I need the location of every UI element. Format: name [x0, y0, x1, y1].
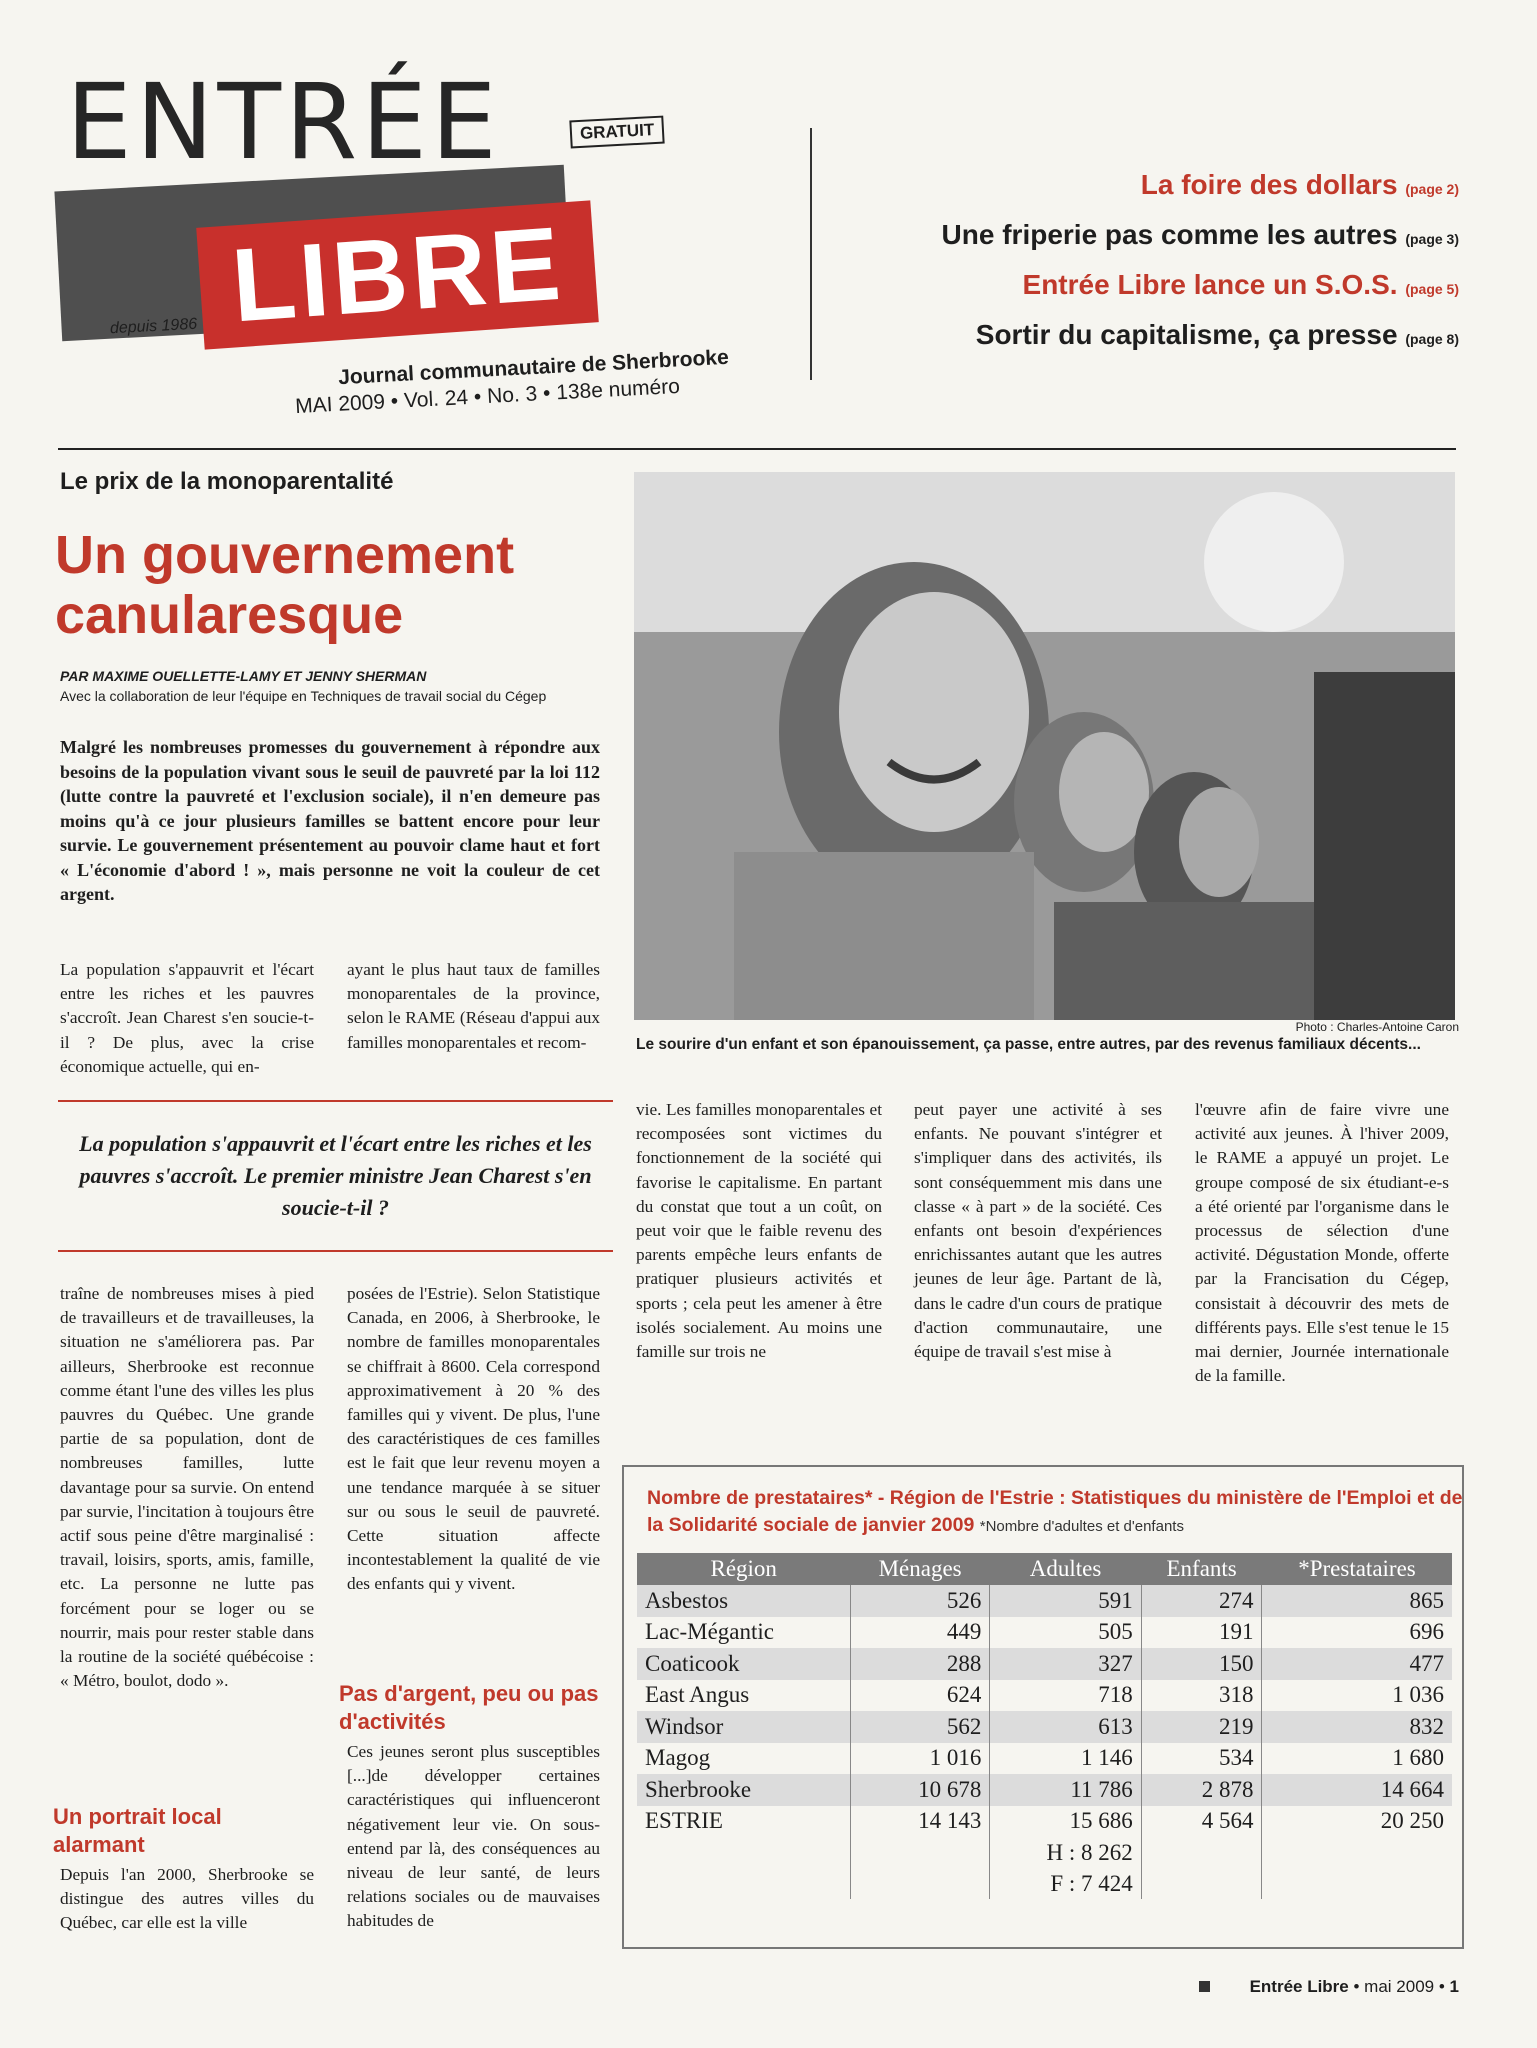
column-4: peut payer une activité à ses enfants. Ne pouvant s'intégrer et s'impliquer dans des activités, ils sont conséquemment mis dans une classe « à part » de la société. Ces enfants ont besoin d'expériences enrichissantes autant que les autres jeunes de leur âge. Partant de là, dans le cadre d'un cours de pratique d'action communautaire, une équipe de travail s'est mise à — [914, 1100, 1162, 1362]
teaser-item[interactable]: Entrée Libre lance un S.O.S. (page 5) — [1022, 269, 1459, 300]
table-row — [637, 1837, 1452, 1899]
stats-note: *Nombre d'adultes et d'enfants — [979, 1518, 1184, 1535]
page-footer: Entrée Libre • mai 2009 • 1 — [1199, 1977, 1459, 1997]
column-header: *Prestataires — [1262, 1553, 1452, 1585]
photo-children-illustration — [634, 472, 1455, 1020]
teaser-list — [942, 162, 1459, 362]
table-row: East Angus 624 718 318 1 036 — [637, 1680, 1452, 1712]
article-headline: Un gouvernement canularesque — [55, 525, 515, 645]
table-row: ESTRIE 14 143 15 686 4 564 20 250 — [637, 1806, 1452, 1838]
column-2-end: Ces jeunes seront plus susceptibles [...]de développer certaines caractéristiques qui influenceront négativement leur vie. On sous-entend par là, des conséquences au niveau de leur santé, de leurs relations sociales ou de mauvaises habitudes de — [347, 1742, 600, 1931]
stats-table — [637, 1553, 1452, 1899]
gratuit-stamp: GRATUIT — [569, 116, 665, 149]
table-header-row — [637, 1553, 1452, 1585]
subhead-activites: Pas d'argent, peu ou pas d'activités — [339, 1681, 599, 1734]
teaser-item[interactable]: La foire des dollars (page 2) — [1140, 169, 1459, 200]
masthead-title-top: ENTRÉE — [66, 61, 501, 183]
teaser-item[interactable]: Sortir du capitalisme, ça presse (page 8) — [975, 319, 1459, 350]
subhead-portrait: Un portrait local alarmant — [53, 1804, 222, 1857]
footer-square-icon — [1199, 1981, 1210, 1992]
teaser-item[interactable]: Une friperie pas comme les autres (page 3) — [941, 219, 1459, 250]
article-collab: Avec la collaboration de leur l'équipe en Techniques de travail social du Cégep — [60, 688, 547, 704]
estrie-hf: H : 8 262 F : 7 424 — [990, 1837, 1141, 1899]
article-photo — [634, 472, 1455, 1020]
column-5: l'œuvre afin de faire vivre une activité aux jeunes. À l'hiver 2009, le RAME a appuyé un projet. Le groupe composé de six étudiant-e-s a été orienté par l'organisme dans le processus de sélection d'une activité. Dégustation Monde, offerte par la Francisation du Cégep, consistait à découvrir des mets de différents pays. Elle s'est tenue le 15 mai dernier, Journée internationale de la famille. — [1195, 1100, 1449, 1386]
pullquote: La population s'appauvrit et l'écart entre les riches et les pauvres s'accroît. Le premier ministre Jean Charest s'en soucie-t-il ? — [79, 1131, 592, 1220]
column-2-top: ayant le plus haut taux de familles monoparentales de la province, selon le RAME (Réseau d'appui aux familles monoparentales et recom- — [347, 960, 600, 1052]
column-2-bottom: posées de l'Estrie). Selon Statistique Canada, en 2006, à Sherbrooke, le nombre de familles monoparentales se chiffrait à 8600. Cela correspond approximativement à 20 % des familles qui y vivent. De plus, l'une des caractéristiques de ces familles est le fait que leur revenu moyen a une tendance marquée à se situer sur ou sous le seuil de pauvreté. Cette situation affecte incontestablement la qualité de vie des enfants qui y vivent. — [347, 1284, 600, 1594]
stats-title: Nombre de prestataires* - Région de l'Estrie : Statistiques du ministère de l'Emploi et de la Solidarité sociale de janvier 2009 *Nombre d'adultes et d'enfants — [647, 1487, 1463, 1536]
masthead-since: depuis 1986 — [109, 315, 198, 338]
masthead-divider — [810, 128, 812, 380]
article-byline: PAR MAXIME OUELLETTE-LAMY ET JENNY SHERMAN — [60, 668, 427, 684]
article-lede: Malgré les nombreuses promesses du gouvernement à répondre aux besoins de la population vivant sous le seuil de pauvreté par la loi 112 (lutte contre la pauvreté et l'exclusion sociale), il n'en demeure pas moins qu'à ce jour plusieurs familles se battent encore pour leur survie. Le gouvernement présentement au pouvoir clame haut et fort « L'économie d'abord ! », mais personne ne voit la couleur de cet argent. — [60, 737, 600, 904]
column-1-end: Depuis l'an 2000, Sherbrooke se distingue des autres villes du Québec, car elle est la ville — [60, 1865, 314, 1933]
article-kicker: Le prix de la monoparentalité — [60, 468, 394, 495]
table-row: Asbestos 526 591 274 865 — [637, 1585, 1452, 1617]
masthead-tagline: Journal communautaire de Sherbrooke — [337, 345, 730, 390]
table-row: Windsor 562 613 219 832 — [637, 1711, 1452, 1743]
column-header: Région — [637, 1553, 850, 1585]
pullquote-rule-bottom — [58, 1250, 613, 1252]
table-row: Sherbrooke 10 678 11 786 2 878 14 664 — [637, 1774, 1452, 1806]
masthead-title-bottom: LIBRE — [228, 205, 568, 345]
masthead-issue: MAI 2009 • Vol. 24 • No. 3 • 138e numéro — [294, 374, 681, 419]
column-header: Adultes — [990, 1553, 1141, 1585]
column-1-bottom: traîne de nombreuses mises à pied de travailleurs et de travailleuses, la situation ne s'améliorera pas. Par ailleurs, Sherbrooke est reconnue comme étant l'une des villes les plus pauvres du Québec. Une grande partie de sa population, dont de nombreuses familles, lutte davantage pour sa survie. On entend par survie, l'incitation à toujours être actif sous peine d'être marginalisé : travail, loisirs, sports, amis, famille, etc. La personne ne lutte pas forcément pour se loger ou se nourrir, mais pour rester stable dans la routine de la société québécoise : « Métro, boulot, dodo ». — [60, 1284, 314, 1691]
table-row: Coaticook 288 327 150 477 — [637, 1648, 1452, 1680]
column-1-top: La population s'appauvrit et l'écart entre les riches et les pauvres s'accroît. Jean Charest s'en soucie-t-il ? De plus, avec la crise économique actuelle, qui en- — [60, 960, 314, 1076]
table-row: Lac-Mégantic 449 505 191 696 — [637, 1617, 1452, 1649]
column-header: Ménages — [850, 1553, 989, 1585]
masthead-rule — [58, 448, 1456, 450]
pullquote-rule-top — [58, 1100, 613, 1102]
photo-caption: Le sourire d'un enfant et son épanouissement, ça passe, entre autres, par des revenus familiaux décents... — [636, 1036, 1421, 1053]
photo-credit: Photo : Charles-Antoine Caron — [1295, 1020, 1459, 1034]
column-3: vie. Les familles monoparentales et recomposées sont victimes du fonctionnement de la société qui favorise le capitalisme. En partant du constat que tout a un coût, on peut voir que le faible revenu des parents empêche leurs enfants de pratiquer plusieurs activités et sports ; cela peut les amener à être isolés socialement. Au moins une famille sur trois ne — [636, 1100, 882, 1362]
column-header: Enfants — [1141, 1553, 1262, 1585]
table-row: Magog 1 016 1 146 534 1 680 — [637, 1743, 1452, 1775]
